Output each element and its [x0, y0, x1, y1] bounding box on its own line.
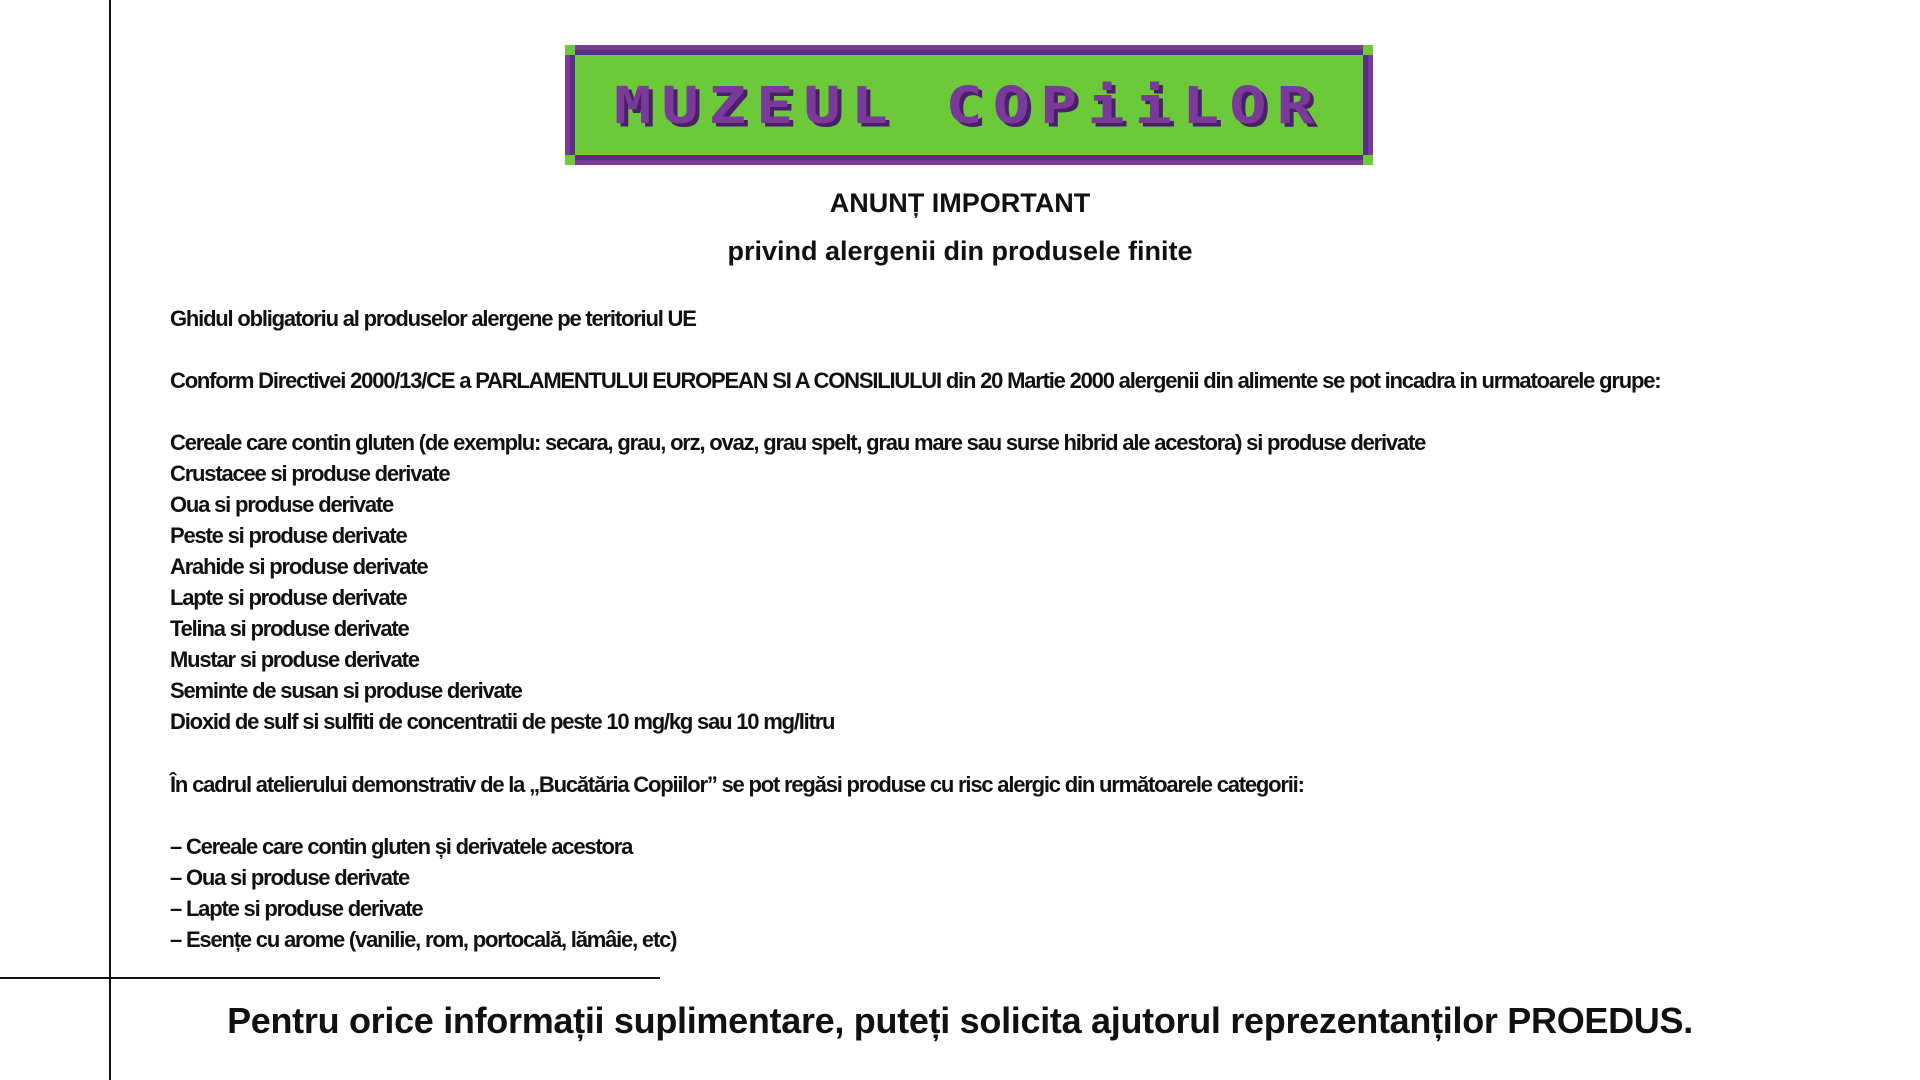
allergen-group-item: Dioxid de sulf si sulfiti de concentratii de peste 10 mg/kg sau 10 mg/litru: [170, 709, 835, 734]
allergen-group-item: Seminte de susan si produse derivate: [170, 678, 522, 703]
allergen-group-item: Cereale care contin gluten (de exemplu: secara, grau, orz, ovaz, grau spelt, grau mare sau surse hibrid ale acestora) si produse derivate: [170, 430, 1426, 455]
allergen-group-item: Arahide si produse derivate: [170, 554, 428, 579]
footer-contact-text: Pentru orice informații suplimentare, puteți solicita ajutorul reprezentanților PROEDUS.: [227, 1000, 1693, 1041]
workshop-item: – Esențe cu arome (vanilie, rom, portocală, lămâie, etc): [170, 927, 677, 952]
logo-text: MUZEUL COPiiLOR: [614, 75, 1324, 135]
allergen-group-item: Telina si produse derivate: [170, 616, 409, 641]
directive-text: Conform Directivei 2000/13/CE a PARLAMENTULUI EUROPEAN SI A CONSILIULUI din 20 Martie 2000 alergenii din alimente se pot incadra in urmatoarele grupe:: [170, 368, 1661, 393]
workshop-item: – Oua si produse derivate: [170, 865, 409, 890]
workshop-intro-text: În cadrul atelierului demonstrativ de la „Bucătăria Copiilor” se pot regăsi produse cu risc alergic din următoarele categorii:: [170, 772, 1304, 797]
workshop-item: – Lapte si produse derivate: [170, 896, 423, 921]
announcement-body: [170, 0, 1890, 1080]
announcement-title: ANUNȚ IMPORTANT: [829, 188, 1091, 218]
announcement-subtitle: privind alergenii din produsele finite: [727, 236, 1193, 266]
left-vertical-rule: [109, 0, 111, 1080]
allergen-group-item: Mustar si produse derivate: [170, 647, 419, 672]
allergen-group-item: Lapte si produse derivate: [170, 585, 407, 610]
workshop-item: – Cereale care contin gluten și derivatele acestora: [170, 834, 633, 859]
allergen-group-item: Crustacee si produse derivate: [170, 461, 450, 486]
allergen-group-item: Oua si produse derivate: [170, 492, 394, 517]
allergen-group-item: Peste si produse derivate: [170, 523, 407, 548]
guide-text: Ghidul obligatoriu al produselor alergene pe teritoriul UE: [170, 306, 696, 331]
